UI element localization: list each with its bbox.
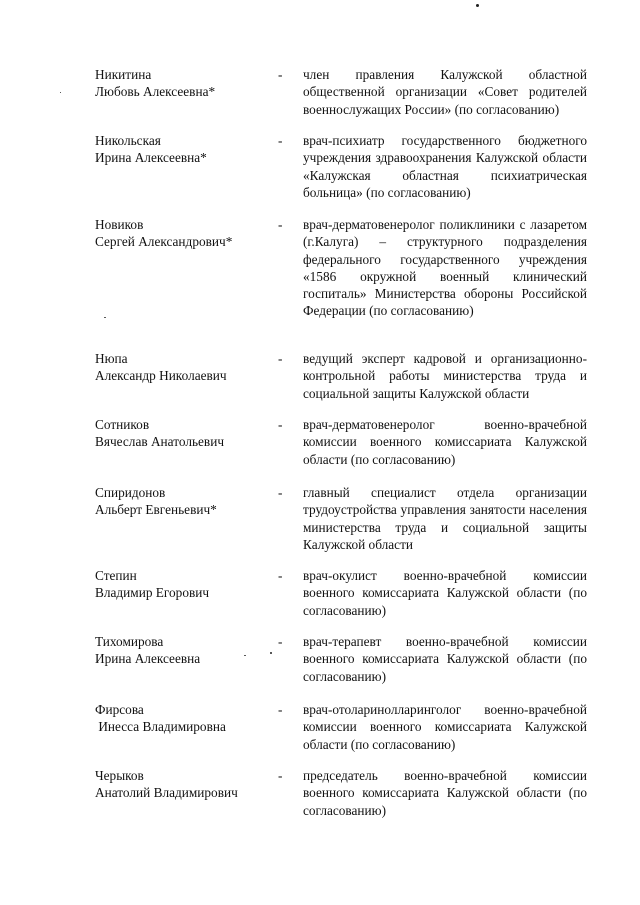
member-position: член правления Калужской областной общественной организации «Совет родителей военнослужащих России» (по согласованию) — [303, 67, 587, 117]
member-position: врач-окулист военно-врачебной комиссии военного комиссариата Калужской области (по согласованию) — [303, 568, 587, 618]
member-position: врач-дерматовенеролог поликлиники с лазаретом (г.Калуга) – структурного подразделения федерального государственного учреждения «1586 окружной военный клинический госпиталь» Министерства обороны Российской Федерации (по согласованию) — [303, 217, 587, 319]
member-position: врач-отоларинолларинголог военно-врачебной комиссии военного комиссариата Калужской области (по согласованию) — [303, 702, 587, 752]
member-name: Никитина Любовь Алексеевна* — [95, 67, 216, 100]
member-name: Нюпа Александр Николаевич — [95, 351, 227, 384]
scan-speck — [244, 655, 246, 656]
scan-speck — [476, 4, 479, 7]
member-name: Сотников Вячеслав Анатольевич — [95, 417, 225, 450]
separator-dash: - — [278, 568, 283, 583]
member-name: Спиридонов Альберт Евгеньевич* — [95, 485, 217, 518]
scan-speck — [104, 317, 106, 318]
member-position: ведущий эксперт кадровой и организационно-контрольной работы министерства труда и социальной защиты Калужской области — [303, 351, 587, 401]
separator-dash: - — [278, 485, 283, 500]
member-name: Новиков Сергей Александрович* — [95, 217, 233, 250]
member-name: Тихомирова Ирина Алексеевна — [95, 634, 201, 667]
separator-dash: - — [278, 768, 283, 783]
member-name: Черыков Анатолий Владимирович — [95, 768, 238, 801]
separator-dash: - — [278, 217, 283, 232]
member-name: Фирсова Инесса Владимировна — [95, 702, 226, 735]
separator-dash: - — [278, 417, 283, 432]
separator-dash: - — [278, 351, 283, 366]
member-position: главный специалист отдела организации трудоустройства управления занятости населения министерства труда и социальной защиты Калужской области — [303, 485, 587, 552]
scan-speck — [270, 652, 272, 654]
separator-dash: - — [278, 67, 283, 82]
member-position: врач-терапевт военно-врачебной комиссии военного комиссариата Калужской области (по согласованию) — [303, 634, 587, 684]
scan-speck — [60, 92, 61, 93]
member-position: врач-психиатр государственного бюджетного учреждения здравоохранения Калужской области «Калужская областная психиатрическая больница» (по согласованию) — [303, 133, 587, 200]
member-position: врач-дерматовенеролог военно-врачебной комиссии военного комиссариата Калужской области (по согласованию) — [303, 417, 587, 467]
member-name: Степин Владимир Егорович — [95, 568, 210, 601]
separator-dash: - — [278, 702, 283, 717]
separator-dash: - — [278, 634, 283, 649]
separator-dash: - — [278, 133, 283, 148]
member-name: Никольская Ирина Алексеевна* — [95, 133, 207, 166]
member-position: председатель военно-врачебной комиссии военного комиссариата Калужской области (по согласованию) — [303, 768, 587, 818]
